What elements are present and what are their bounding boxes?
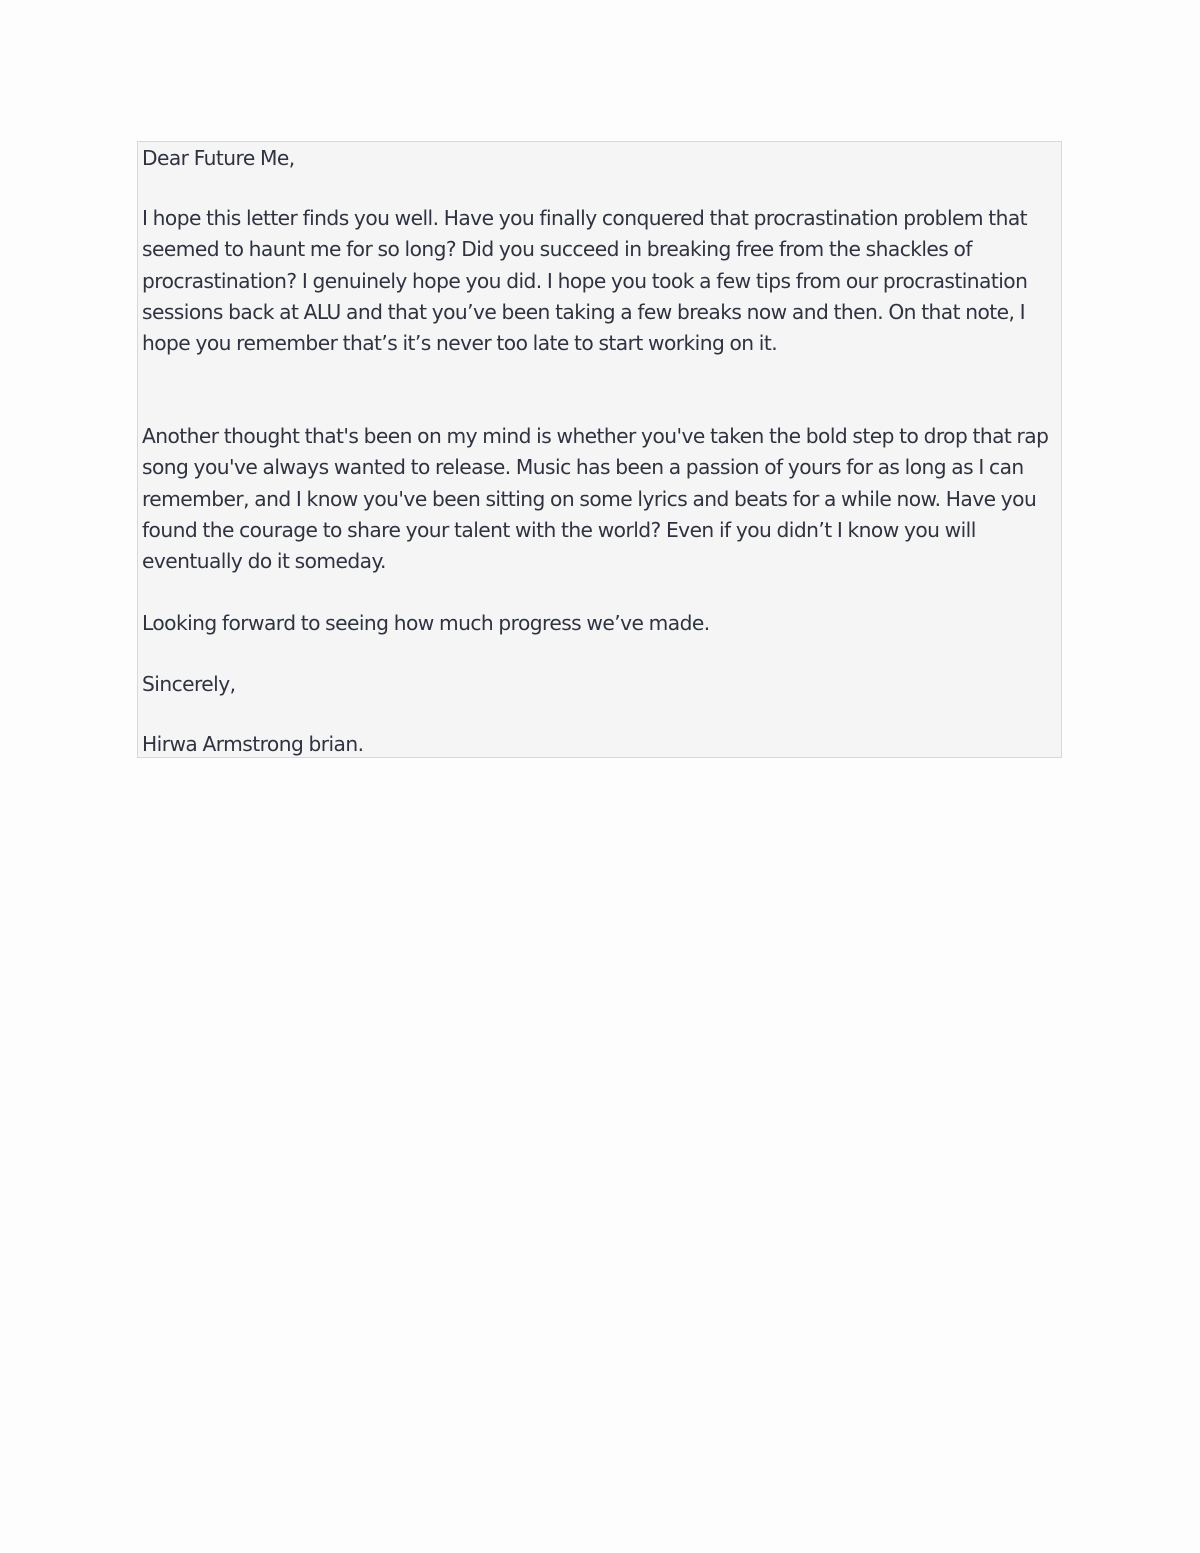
letter-closing-line: Looking forward to seeing how much progress we’ve made. — [142, 611, 710, 635]
letter-greeting: Dear Future Me, — [142, 146, 295, 170]
letter-text-box — [137, 141, 1062, 758]
letter-sign-off: Sincerely, — [142, 672, 236, 696]
letter-signature: Hirwa Armstrong brian. — [142, 732, 364, 756]
letter-paragraph-music: Another thought that's been on my mind is whether you've taken the bold step to drop that rap song you've always wanted to release. Music has been a passion of yours for as long as I can remember, and I know you've been sitting on some lyrics and beats for a while now. Have you found the courage to share your talent with the world? Even if you didn’t I know you will eventually do it someday. — [142, 424, 1049, 574]
letter-paragraph-procrastination: I hope this letter finds you well. Have you finally conquered that procrastination problem that seemed to haunt me for so long? Did you succeed in breaking free from the shackles of procrastination? I genuinely hope you did. I hope you took a few tips from our procrastination sessions back at ALU and that you’ve been taking a few breaks now and then. On that note, I hope you remember that’s it’s never too late to start working on it. — [142, 206, 1028, 356]
